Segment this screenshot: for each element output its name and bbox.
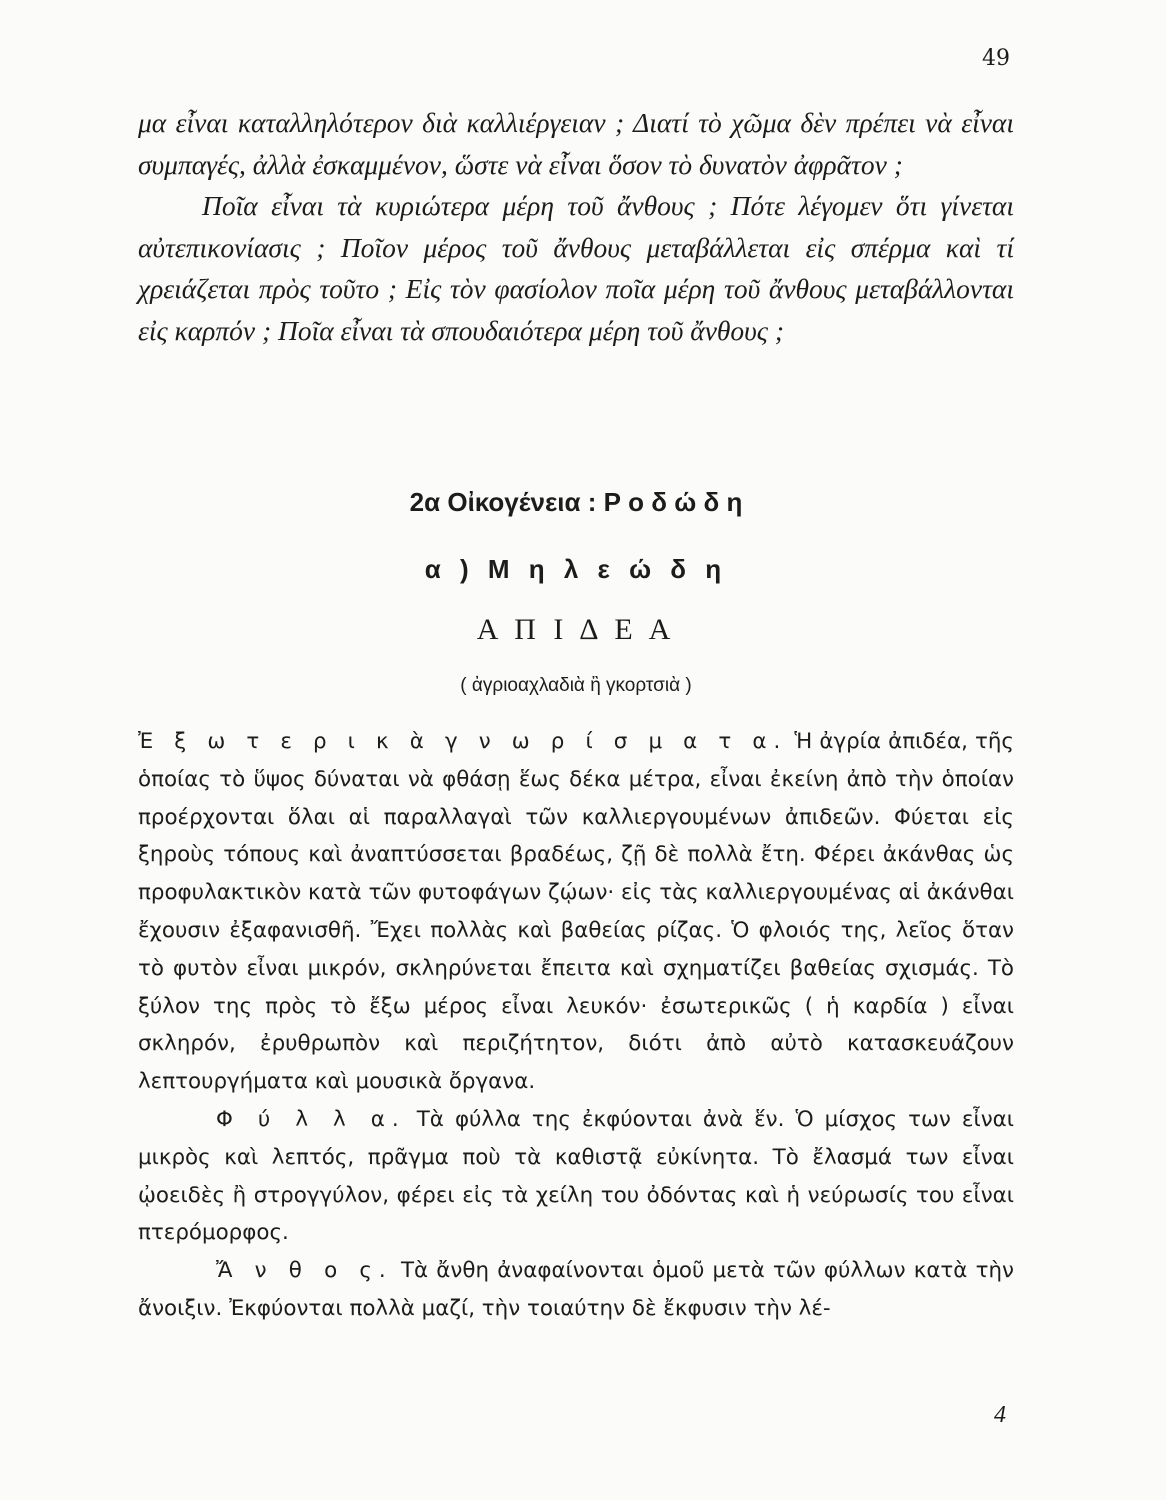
family-heading: 2α Οἰκογένεια : Ρ ο δ ώ δ η <box>409 487 743 517</box>
external-features-label: Ἐ ξ ω τ ε ρ ι κ ὰ γ ν ω ρ ί σ μ α τ α. <box>138 729 788 754</box>
species-title: Α Π Ι Δ Ε Α <box>476 613 676 646</box>
external-features-text: Ἡ ἀγρία ἀπιδέα, τῆς ὁποίας τὸ ὕψος δύναται νὰ φθάσῃ ἕως δέκα μέτρα, εἶναι ἐκείνη ἀπὸ τὴν ὁποίαν προέρχονται ὅλαι αἱ παραλλαγαὶ τῶν καλλιεργουμένων ἀπιδεῶν. Φύεται εἰς ξηροὺς τόπους καὶ ἀναπτύσσεται βραδέως, ζῇ δὲ πολλὰ ἔτη. Φέρει ἀκάνθας ὡς προφυλακτικὸν κατὰ τῶν φυτοφάγων ζῴων· εἰς τὰς καλλιεργουμένας αἱ ἀκάνθαι ἔχουσιν ἐξαφανισθῆ. Ἔχει πολλὰς καὶ βαθείας ρίζας. Ὁ φλοιός της, λεῖος ὅταν τὸ φυτὸν εἶναι μικρόν, σκληρύνεται ἔπειτα καὶ σχηματίζει βαθείας σχισμάς. Τὸ ξύλον της πρὸς τὸ ἔξω μέρος εἶναι λευκόν· ἐσωτερικῶς ( ἡ καρδία ) εἶναι σκληρόν, ἐρυθρωπὸν καὶ περιζήτητον, διότι ἀπὸ αὐτὸ κατασκευάζουν λεπτουργήματα καὶ μουσικὰ ὄργανα. <box>138 729 1014 1095</box>
page-number: 49 <box>982 46 1010 71</box>
question-paragraph-1: μα εἶναι καταλληλότερον διὰ καλλιέργειαν ; Διατί τὸ χῶμα δὲν πρέπει νὰ εἶναι συμπαγές, ἀλλὰ ἐσκαμμένον, ὥστε νὰ εἶναι ὅσον τὸ δυνατὸν ἀφρᾶτον ; <box>138 107 1014 180</box>
question-paragraph-2: Ποῖα εἶναι τὰ κυριώτερα μέρη τοῦ ἄνθους ; Πότε λέγομεν ὅτι γίνεται αὐτεπικονίασις ; Ποῖον μέρος τοῦ ἄνθους μεταβάλλεται εἰς σπέρμα καὶ τί χρειάζεται πρὸς τοῦτο ; Εἰς τὸν φασίολον ποῖα μέρη τοῦ ἄνθους μεταβάλλονται εἰς καρπόν ; Ποῖα εἶναι τὰ σπουδαιότερα μέρη τοῦ ἄνθους ; <box>138 190 1014 346</box>
common-names: ( ἀγριοαχλαδιὰ ἢ γκορτσιὰ ) <box>460 675 692 696</box>
subfamily-heading: α ) Μ η λ ε ώ δ η <box>424 554 728 584</box>
signature-number: 4 <box>994 1402 1006 1428</box>
flower-paragraph <box>138 1252 1014 1328</box>
page-content <box>138 102 1014 1328</box>
leaves-label: Φ ύ λ λ α. <box>216 1106 406 1132</box>
leaves-paragraph <box>138 1101 1014 1252</box>
leaves-text: Τὰ φύλλα της ἐκφύονται ἀνὰ ἕν. Ὁ μίσχος των εἶναι μικρὸς καὶ λεπτός, πρᾶγμα ποὺ τὰ καθιστᾷ εὐκίνητα. Τὸ ἔλασμά των εἶναι ᾠοειδὲς ἢ στρογγύλον, φέρει εἰς τὰ χείλη του ὀδόντας καὶ ἡ νεύρωσίς του εἶναι πτερόμορφος. <box>138 1106 1014 1246</box>
flower-text: Τὰ ἄνθη ἀναφαίνονται ὁμοῦ μετὰ τῶν φύλλων κατὰ τὴν ἄνοιξιν. Ἐκφύονται πολλὰ μαζί, τὴν τοιαύτην δὲ ἔκφυσιν τὴν λέ- <box>138 1258 1014 1321</box>
flower-label: Ἄ ν θ ο ς. <box>216 1258 393 1284</box>
external-features-paragraph <box>138 723 1014 1101</box>
